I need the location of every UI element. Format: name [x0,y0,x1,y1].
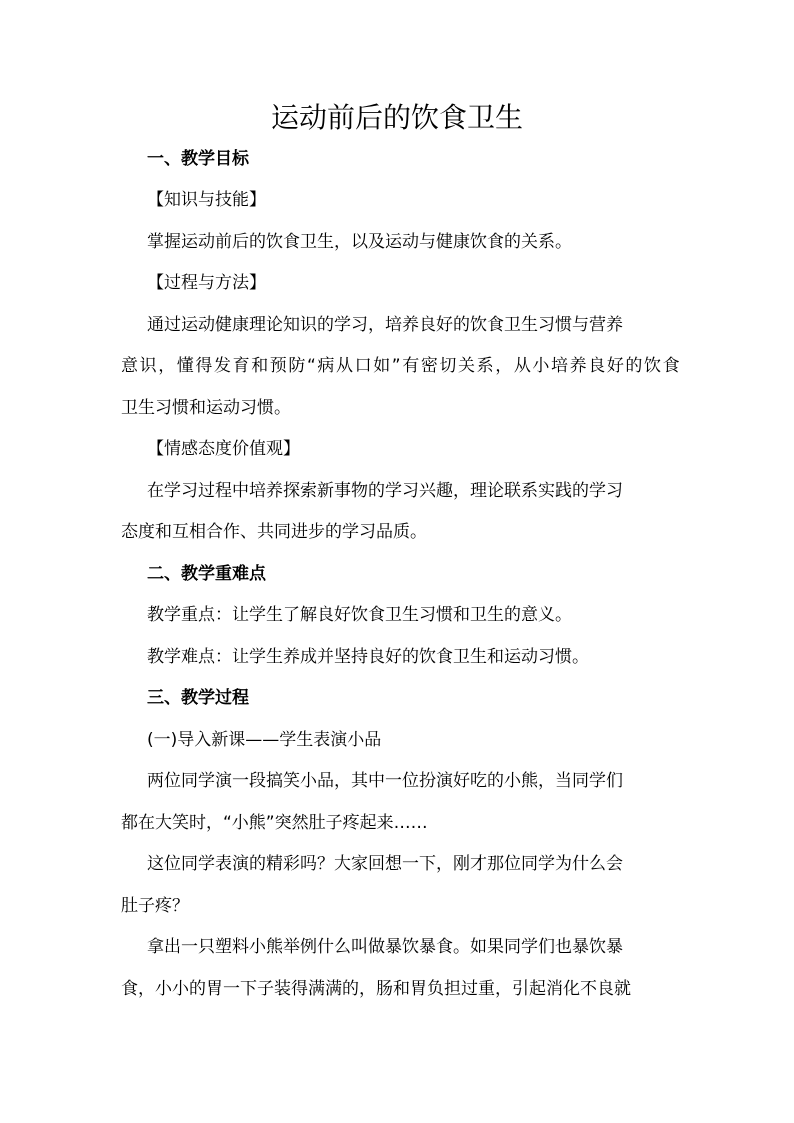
paragraph-process-line: 卫生习惯和运动习惯。 [121,398,291,418]
paragraph-knowledge: 掌握运动前后的饮食卫生，以及运动与健康饮食的关系。 [147,232,572,252]
paragraph-skit-line: 都在大笑时，“小熊”突然肚子疼起来…… [121,813,428,833]
paragraph-question-line: 这位同学表演的精彩吗？大家回想一下，刚才那位同学为什么会 [147,854,623,874]
step-title-intro: (一)导入新课——学生表演小品 [147,730,382,750]
paragraph-process-line: 意识，懂得发育和预防“病从口如”有密切关系，从小培养良好的饮食 [121,356,682,376]
paragraph-overeating-line: 拿出一只塑料小熊举例什么叫做暴饮暴食。如果同学们也暴饮暴 [147,937,623,957]
section-heading-objectives: 一、教学目标 [147,149,249,169]
subheading-emotion-values: 【情感态度价值观】 [147,439,300,459]
subheading-process-methods: 【过程与方法】 [147,273,266,293]
paragraph-overeating-line: 食，小小的胃一下子装得满满的，肠和胃负担过重，引起消化不良就 [121,979,631,999]
paragraph-difficult-point: 教学难点：让学生养成并坚持良好的饮食卫生和运动习惯。 [147,647,589,667]
paragraph-emotion-line: 态度和互相合作、共同进步的学习品质。 [121,522,427,542]
document-title: 运动前后的饮食卫生 [270,101,523,134]
paragraph-question-line: 肚子疼？ [121,896,189,916]
section-heading-key-points: 二、教学重难点 [147,564,266,584]
paragraph-skit-line: 两位同学演一段搞笑小品，其中一位扮演好吃的小熊，当同学们 [147,771,623,791]
paragraph-key-point: 教学重点：让学生了解良好饮食卫生习惯和卫生的意义。 [147,605,572,625]
paragraph-emotion-line: 在学习过程中培养探索新事物的学习兴趣，理论联系实践的学习 [147,481,623,501]
paragraph-process-line: 通过运动健康理论知识的学习，培养良好的饮食卫生习惯与营养 [147,315,623,335]
subheading-knowledge-skills: 【知识与技能】 [147,190,266,210]
section-heading-process: 三、教学过程 [147,688,249,708]
